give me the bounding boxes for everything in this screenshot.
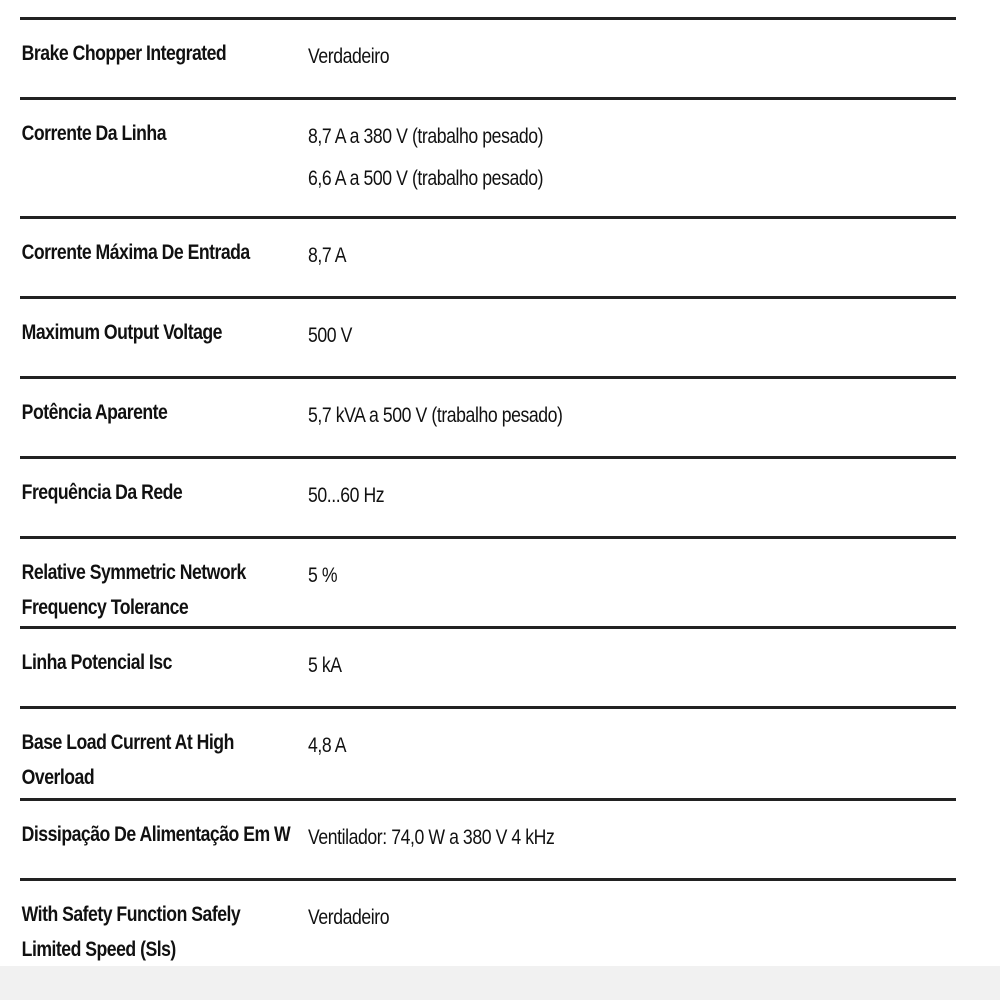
spec-row	[20, 17, 956, 97]
spec-label	[20, 36, 262, 71]
spec-label-line: With Safety Function Safely	[21, 903, 241, 926]
spec-row	[20, 296, 956, 376]
spec-value: 4,8 A	[308, 734, 347, 757]
spec-label	[20, 725, 262, 795]
spec-value: 5 %	[308, 564, 338, 587]
spec-values	[308, 235, 852, 277]
spec-values	[308, 725, 852, 767]
spec-row	[20, 706, 956, 798]
spec-label-line: Frequência Da Rede	[21, 481, 183, 504]
spec-row	[20, 376, 956, 456]
spec-values	[308, 315, 852, 357]
spec-row	[20, 536, 956, 626]
spec-row	[20, 626, 956, 706]
spec-label	[20, 897, 262, 967]
spec-values	[308, 817, 852, 859]
spec-values	[308, 555, 852, 597]
spec-value: 8,7 A a 380 V (trabalho pesado)	[308, 125, 544, 148]
spec-label-line: Overload	[21, 766, 95, 789]
spec-value: 50...60 Hz	[308, 484, 385, 507]
spec-value: Verdadeiro	[308, 906, 390, 929]
spec-value: 500 V	[308, 324, 353, 347]
spec-row	[20, 798, 956, 878]
spec-label	[20, 395, 262, 430]
spec-label-line: Corrente Da Linha	[21, 122, 167, 145]
spec-value: Verdadeiro	[308, 45, 390, 68]
spec-value: 8,7 A	[308, 244, 347, 267]
spec-label	[20, 555, 262, 625]
spec-label-line: Potência Aparente	[21, 401, 168, 424]
spec-values	[308, 897, 852, 939]
spec-table	[20, 17, 956, 964]
spec-values	[308, 475, 852, 517]
spec-label	[20, 116, 262, 151]
spec-label	[20, 817, 291, 852]
spec-label-line: Limited Speed (Sls)	[21, 938, 176, 961]
bottom-band	[0, 966, 1000, 1000]
spec-value: 5,7 kVA a 500 V (trabalho pesado)	[308, 404, 563, 427]
spec-values	[308, 645, 852, 687]
spec-label	[20, 315, 262, 350]
spec-value: 5 kA	[308, 654, 342, 677]
spec-row	[20, 878, 956, 964]
spec-label-line: Maximum Output Voltage	[21, 321, 222, 344]
spec-label	[20, 645, 262, 680]
spec-values	[308, 116, 852, 200]
spec-label-line: Dissipação De Alimentação Em W	[21, 823, 291, 846]
spec-label-line: Linha Potencial Isc	[21, 651, 172, 674]
spec-value: 6,6 A a 500 V (trabalho pesado)	[308, 167, 544, 190]
spec-row	[20, 97, 956, 216]
spec-label-line: Base Load Current At High	[21, 731, 234, 754]
spec-row	[20, 216, 956, 296]
spec-values	[308, 395, 852, 437]
spec-row	[20, 456, 956, 536]
spec-values	[308, 36, 852, 78]
spec-label-line: Corrente Máxima De Entrada	[21, 241, 250, 264]
spec-label	[20, 475, 262, 510]
spec-label	[20, 235, 262, 270]
spec-label-line: Brake Chopper Integrated	[21, 42, 227, 65]
spec-label-line: Relative Symmetric Network	[21, 561, 246, 584]
spec-label-line: Frequency Tolerance	[21, 596, 189, 619]
spec-value: Ventilador: 74,0 W a 380 V 4 kHz	[308, 826, 555, 849]
